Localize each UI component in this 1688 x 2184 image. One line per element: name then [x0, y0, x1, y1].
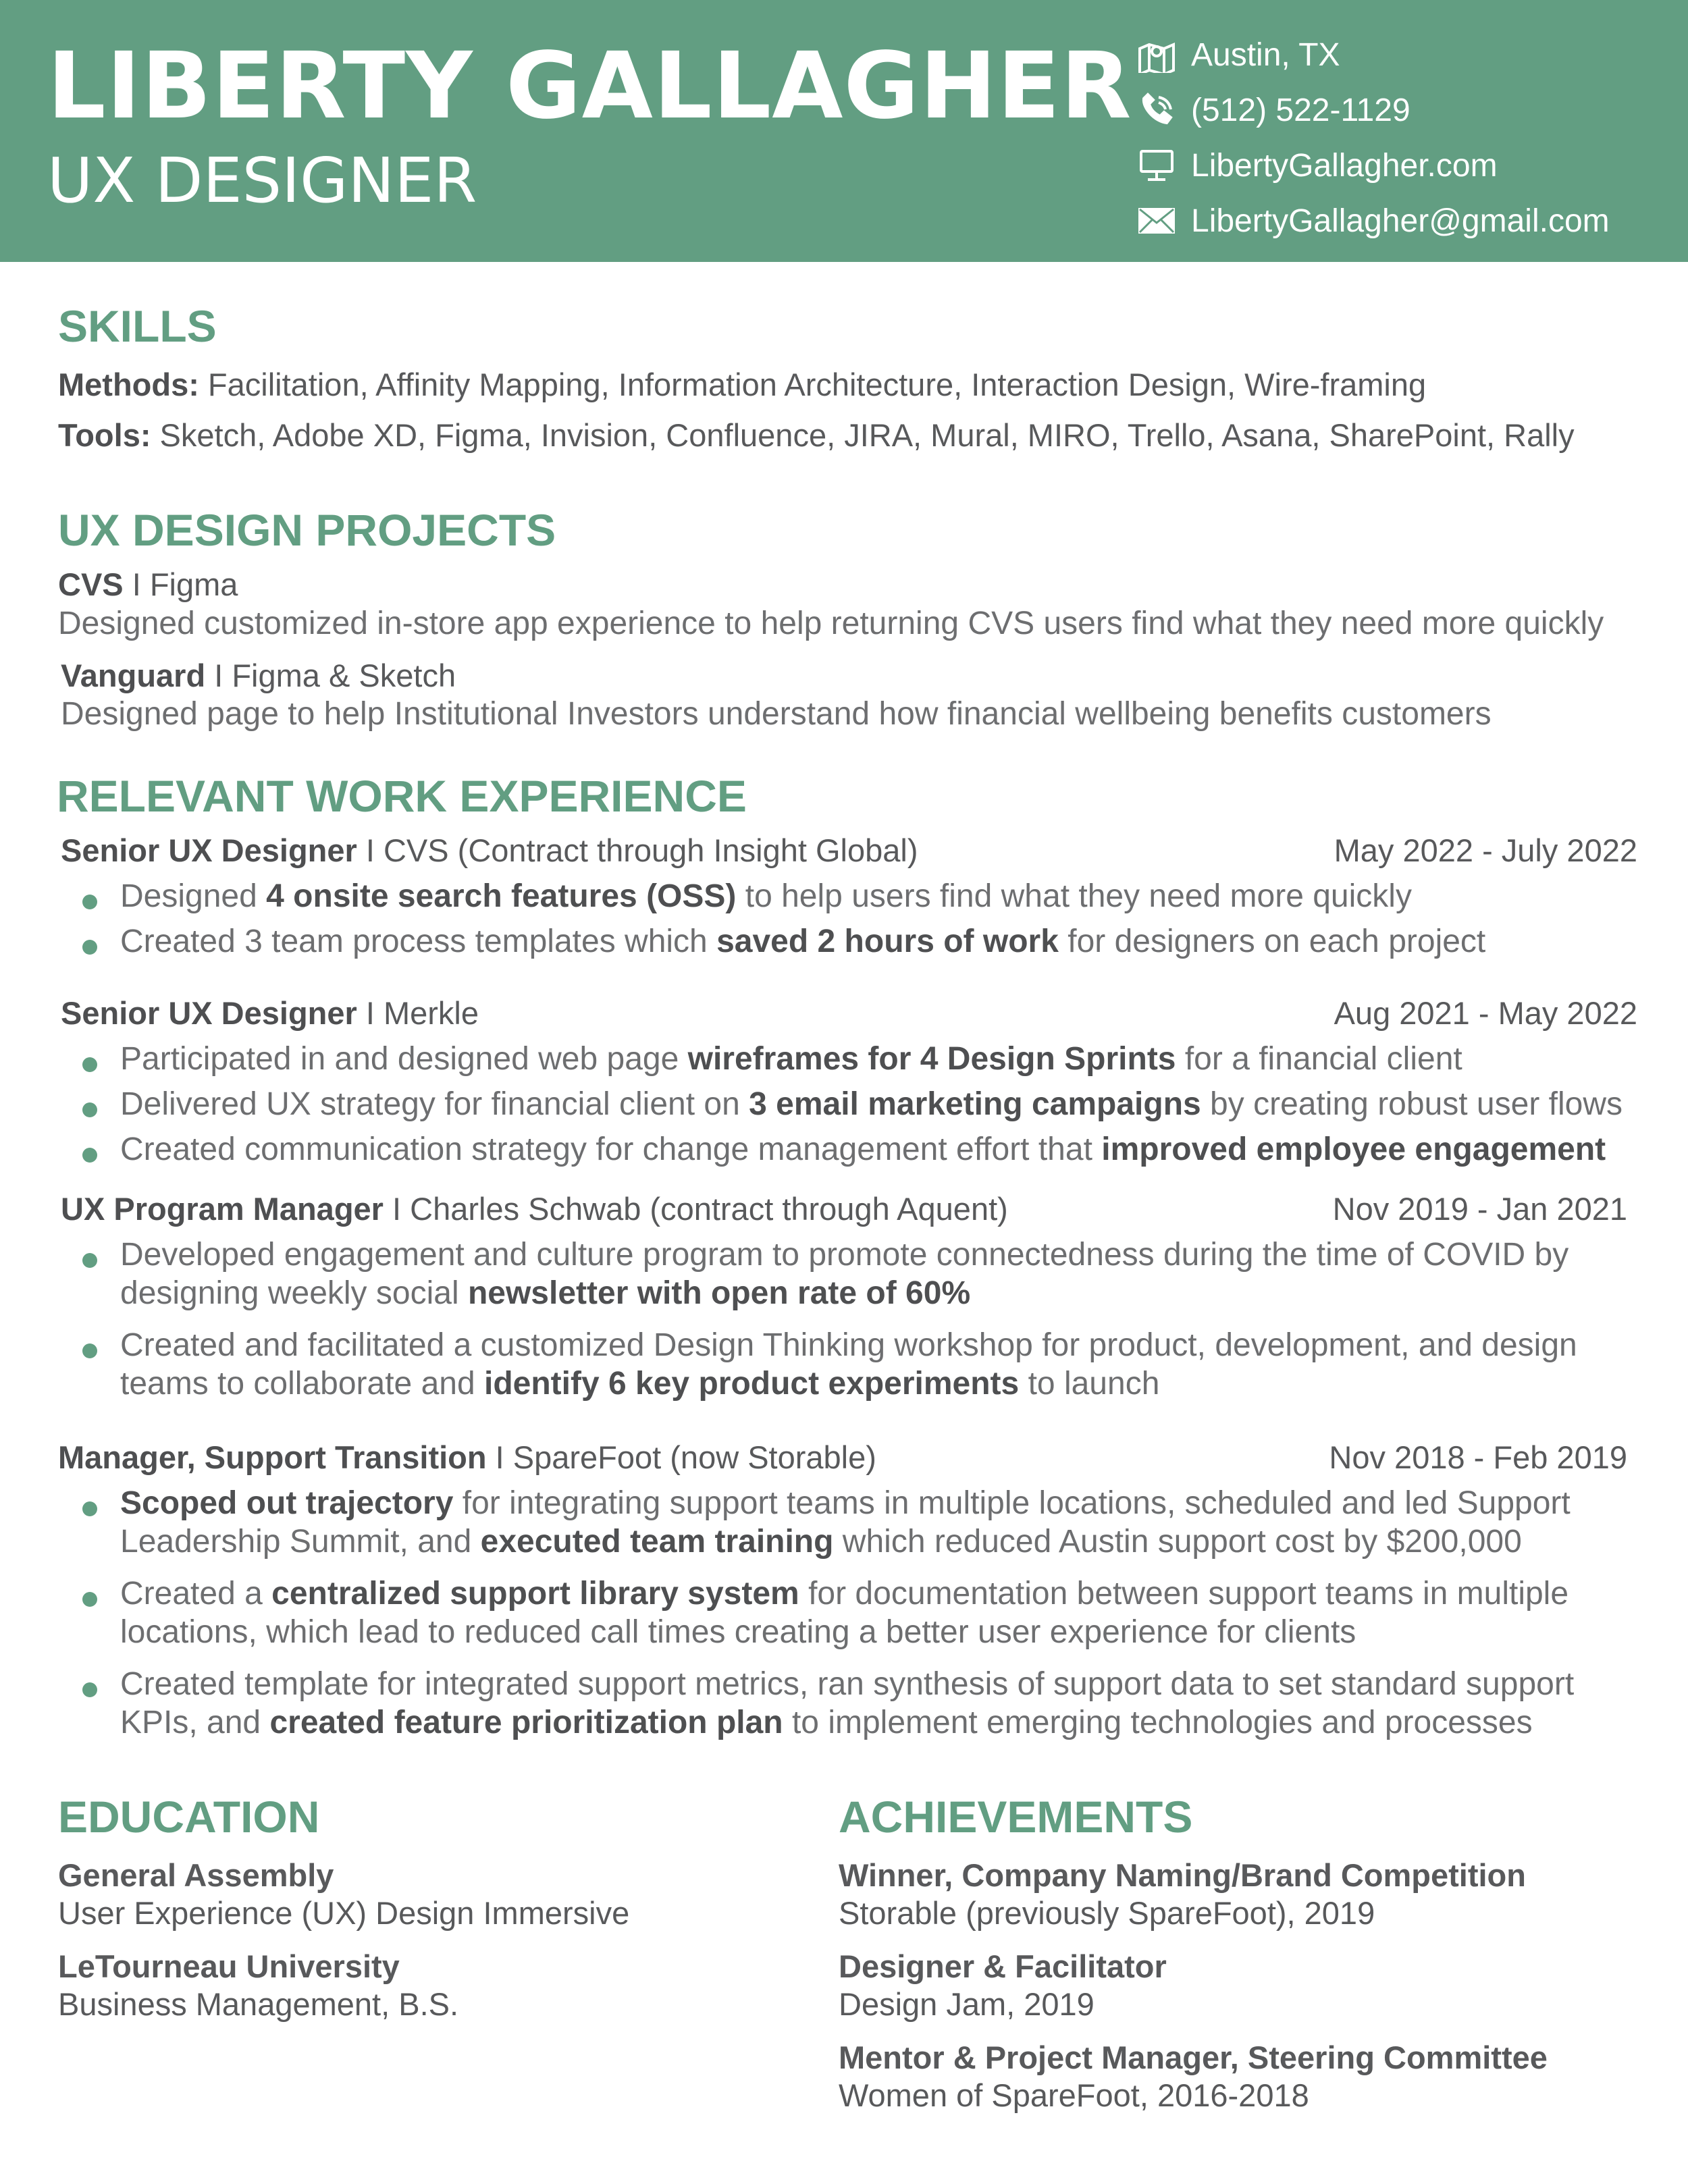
skills-tools-value: Sketch, Adobe XD, Figma, Invision, Confluence, JIRA, Mural, MIRO, Trello, Asana, SharePoint, Rally — [151, 417, 1575, 453]
achievement-detail: Design Jam, 2019 — [839, 1986, 1094, 2023]
mail-icon — [1137, 203, 1176, 239]
achievement-title: Mentor & Project Manager, Steering Committee — [839, 2039, 1548, 2075]
phone-icon — [1137, 92, 1176, 128]
job-sparefoot-company: I SpareFoot (now Storable) — [486, 1439, 876, 1475]
job-sparefoot-bullets — [80, 1484, 1653, 1749]
job-schwab-title — [61, 1191, 1008, 1227]
bullet: Created a centralized support library system for documentation between support teams in multiple locations, which lead to reduced call times creating a better user experience for clients — [80, 1574, 1653, 1651]
contact-email-text: LibertyGallagher@gmail.com — [1191, 203, 1610, 239]
project-vanguard-tools: I Figma & Sketch — [205, 658, 456, 693]
project-vanguard-head — [61, 657, 456, 695]
job-cvs-company: I CVS (Contract through Insight Global) — [357, 832, 918, 868]
candidate-role: UX DESIGNER — [47, 144, 477, 217]
bullet: Created communication strategy for change management effort that improved employee engagement — [80, 1130, 1660, 1169]
experience-heading: RELEVANT WORK EXPERIENCE — [57, 771, 747, 821]
project-cvs-name: CVS — [58, 566, 124, 602]
education-list — [58, 1857, 801, 2039]
job-schwab-company: I Charles Schwab (contract through Aquent) — [383, 1191, 1008, 1227]
education-school: LeTourneau University — [58, 1948, 400, 1984]
header-banner — [0, 0, 1688, 262]
achievement-title: Designer & Facilitator — [839, 1948, 1167, 1984]
achievement-title: Winner, Company Naming/Brand Competition — [839, 1857, 1526, 1893]
contact-phone[interactable] — [1137, 82, 1610, 138]
contact-website[interactable] — [1137, 138, 1610, 193]
job-cvs-bullets — [80, 877, 1660, 967]
job-merkle-role: Senior UX Designer — [61, 995, 357, 1031]
education-program: User Experience (UX) Design Immersive — [58, 1895, 630, 1932]
job-sparefoot-title — [58, 1439, 876, 1475]
contact-location — [1137, 27, 1610, 82]
contact-block — [1137, 27, 1610, 248]
skills-methods — [58, 366, 1426, 404]
job-schwab-role: UX Program Manager — [61, 1191, 384, 1227]
bullet: Developed engagement and culture program to promote connectedness during the time of COVID by designing weekly social newsletter with open rate of 60% — [80, 1235, 1633, 1312]
candidate-name: LIBERTY GALLAGHER — [47, 33, 1132, 140]
bullet: Participated in and designed web page wireframes for 4 Design Sprints for a financial client — [80, 1040, 1660, 1078]
achievements-list — [839, 1857, 1649, 2129]
achievement-detail: Storable (previously SpareFoot), 2019 — [839, 1895, 1375, 1932]
job-cvs — [61, 832, 1637, 870]
job-cvs-title — [61, 832, 918, 868]
project-vanguard-name: Vanguard — [61, 658, 206, 693]
bullet: Created 3 team process templates which saved 2 hours of work for designers on each project — [80, 922, 1660, 961]
job-merkle-title — [61, 995, 479, 1031]
bullet: Scoped out trajectory for integrating support teams in multiple locations, scheduled and led Support Leadership Summit, and executed team training which reduced Austin support cost by $200,000 — [80, 1484, 1653, 1561]
project-cvs-head — [58, 566, 238, 604]
skills-methods-label: Methods: — [58, 367, 199, 402]
project-cvs-tools: I Figma — [123, 566, 238, 602]
bullet: Created template for integrated support metrics, ran synthesis of support data to set standard support KPIs, and created feature prioritization plan to implement emerging technologies and processes — [80, 1665, 1653, 1742]
education-heading: EDUCATION — [58, 1792, 320, 1842]
job-schwab — [61, 1190, 1627, 1228]
job-merkle-bullets — [80, 1040, 1660, 1175]
education-school: General Assembly — [58, 1857, 334, 1893]
map-icon — [1137, 36, 1176, 73]
contact-phone-text: (512) 522-1129 — [1191, 92, 1410, 128]
contact-location-text: Austin, TX — [1191, 36, 1340, 73]
contact-email[interactable] — [1137, 193, 1610, 248]
project-cvs-desc: Designed customized in-store app experience to help returning CVS users find what they need more quickly — [58, 606, 1604, 641]
achievements-heading: ACHIEVEMENTS — [839, 1792, 1193, 1842]
job-sparefoot-role: Manager, Support Transition — [58, 1439, 487, 1475]
project-vanguard-desc: Designed page to help Institutional Investors understand how financial wellbeing benefits customers — [61, 696, 1492, 732]
skills-heading: SKILLS — [58, 301, 217, 351]
skills-methods-value: Facilitation, Affinity Mapping, Information Architecture, Interaction Design, Wire-framing — [199, 367, 1427, 402]
education-program: Business Management, B.S. — [58, 1986, 459, 2023]
skills-tools — [58, 417, 1575, 454]
achievement-detail: Women of SpareFoot, 2016-2018 — [839, 2077, 1309, 2113]
contact-website-text: LibertyGallagher.com — [1191, 147, 1498, 184]
projects-heading: UX DESIGN PROJECTS — [58, 505, 556, 555]
job-schwab-bullets — [80, 1235, 1633, 1410]
job-merkle-dates: Aug 2021 - May 2022 — [1334, 995, 1637, 1031]
bullet: Delivered UX strategy for financial client on 3 email marketing campaigns by creating robust user flows — [80, 1085, 1660, 1123]
monitor-icon — [1137, 147, 1176, 184]
bullet: Designed 4 onsite search features (OSS) to help users find what they need more quickly — [80, 877, 1660, 915]
job-merkle-company: I Merkle — [357, 995, 479, 1031]
job-sparefoot-dates: Nov 2018 - Feb 2019 — [1329, 1439, 1627, 1475]
job-merkle — [61, 994, 1637, 1032]
job-cvs-dates: May 2022 - July 2022 — [1334, 832, 1637, 868]
bullet: Created and facilitated a customized Design Thinking workshop for product, development, and design teams to collaborate and identify 6 key product experiments to launch — [80, 1326, 1633, 1403]
job-sparefoot — [58, 1439, 1627, 1476]
job-schwab-dates: Nov 2019 - Jan 2021 — [1332, 1191, 1627, 1227]
skills-tools-label: Tools: — [58, 417, 151, 453]
job-cvs-role: Senior UX Designer — [61, 832, 357, 868]
